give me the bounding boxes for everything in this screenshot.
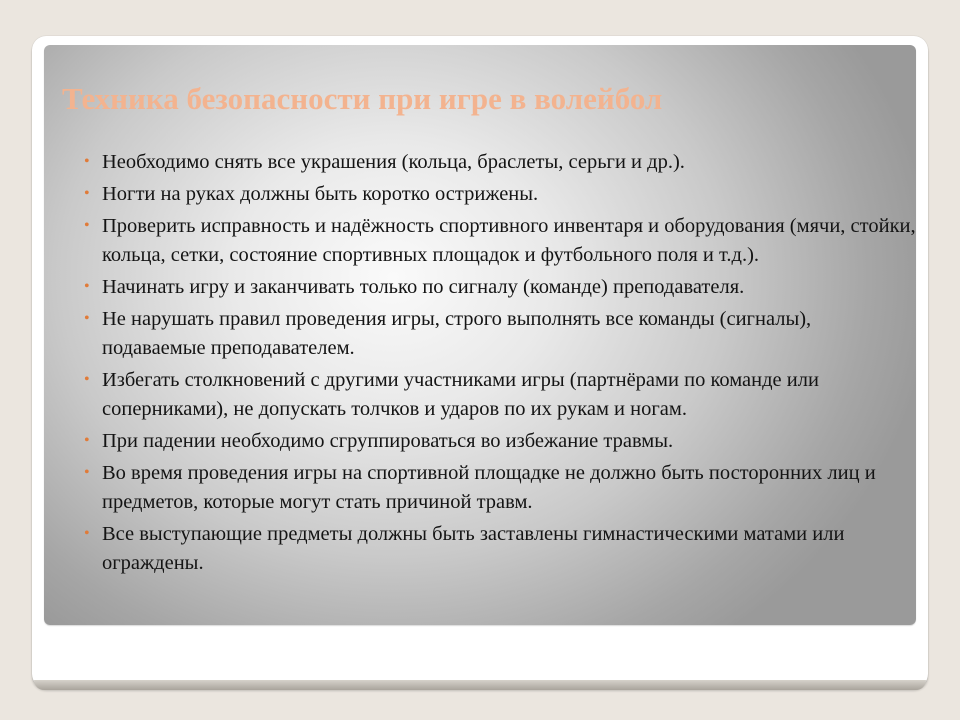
bullet-text: Избегать столкновений с другими участниками игры (партнёрами по команде или соперниками), не допускать толчков и ударов по их рукам и ногам. <box>102 369 819 420</box>
slide-title: Техника безопасности при игре в волейбол <box>62 81 663 116</box>
bullet-item <box>84 366 919 424</box>
bullet-icon: • <box>84 217 90 234</box>
bullet-item <box>84 180 919 209</box>
bullet-icon: • <box>84 185 90 202</box>
bullet-item <box>84 427 919 456</box>
bullet-text: Во время проведения игры на спортивной площадке не должно быть посторонних лиц и предметов, которые могут стать причиной травм. <box>102 462 876 513</box>
bullet-text: При падении необходимо сгруппироваться во избежание травмы. <box>102 430 674 452</box>
bullet-icon: • <box>84 278 90 295</box>
bullet-item <box>84 305 919 363</box>
bullet-icon: • <box>84 371 90 388</box>
bullet-icon: • <box>84 432 90 449</box>
bullet-item <box>84 273 919 302</box>
bullet-text: Не нарушать правил проведения игры, строго выполнять все команды (сигналы), подаваемые преподавателем. <box>102 308 812 359</box>
bullet-item <box>84 212 919 270</box>
bullet-text: Проверить исправность и надёжность спортивного инвентаря и оборудования (мячи, стойки, кольца, сетки, состояние спортивных площадок и футбольного поля и т.д.). <box>102 215 916 266</box>
bullet-item <box>84 459 919 517</box>
bullet-icon: • <box>84 464 90 481</box>
bullet-item <box>84 148 919 177</box>
bullet-icon: • <box>84 525 90 542</box>
bullet-text: Все выступающие предметы должны быть заставлены гимнастическими матами или ограждены. <box>102 523 845 574</box>
bullet-list <box>84 148 919 581</box>
bullet-text: Начинать игру и заканчивать только по сигналу (команде) преподавателя. <box>102 276 745 298</box>
bullet-text: Необходимо снять все украшения (кольца, браслеты, серьги и др.). <box>102 151 685 173</box>
bullet-text: Ногти на руках должны быть коротко острижены. <box>102 183 539 205</box>
bullet-icon: • <box>84 153 90 170</box>
bullet-item <box>84 520 919 578</box>
bullet-icon: • <box>84 310 90 327</box>
slide-frame-bottom-edge <box>34 680 926 690</box>
